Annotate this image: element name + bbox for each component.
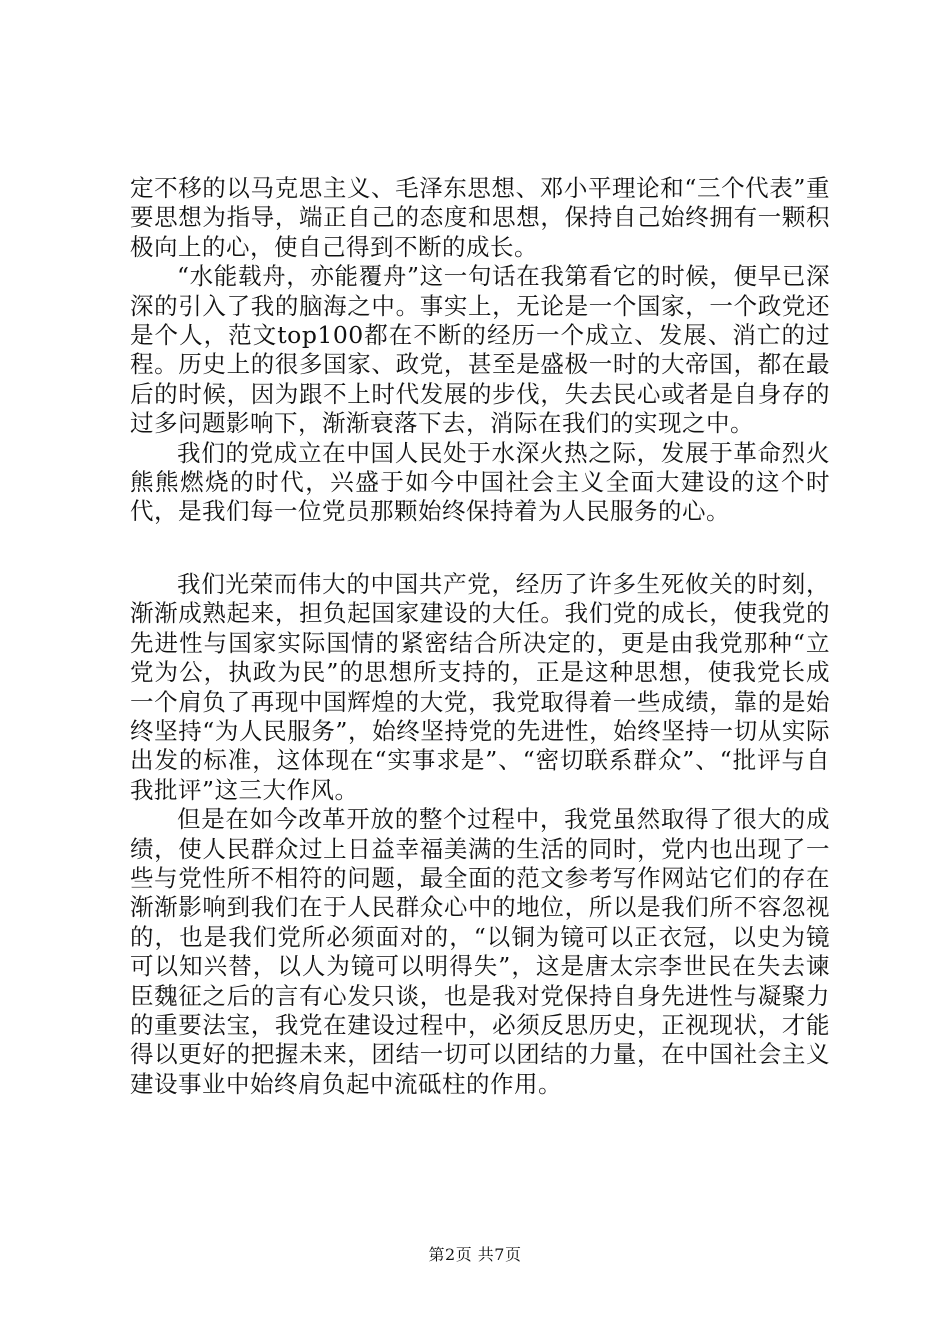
page-footer (0, 1242, 950, 1265)
document-body (130, 174, 830, 1099)
paragraph-2: “水能载舟，亦能覆舟”这一句话在我第看它的时候，便早已深深的引入了我的脑海之中。事实上，无论是一个国家，一个政党还是个人，范文top100都在不断的经历一个成立、发展、消亡的过程。历史上的很多国家、政党，甚至是盛极一时的大帝国，都在最后的时候，因为跟不上时代发展的步伐，失去民心或者是自身存的过多问题影响下，渐渐衰落下去，消际在我们的实现之中。 (130, 262, 830, 438)
paragraph-5: 但是在如今改革开放的整个过程中，我党虽然取得了很大的成绩，使人民群众过上日益幸福美满的生活的同时，党内也出现了一些与党性所不相符的问题，最全面的范文参考写作网站它们的存在渐渐影响到我们在于人民群众心中的地位，所以是我们所不容忽视的，也是我们党所必须面对的，“以铜为镜可以正衣冠，以史为镜可以知兴替，以人为镜可以明得失”，这是唐太宗李世民在失去谏臣魏征之后的言有心发只谈，也是我对党保持自身先进性与凝聚力的重要法宝，我党在建设过程中，必须反思历史，正视现状，才能得以更好的把握未来，团结一切可以团结的力量，在中国社会主义建设事业中始终肩负起中流砥柱的作用。 (130, 805, 830, 1098)
page-number-label: 第2页 共7页 (428, 1245, 522, 1264)
paragraph-1: 定不移的以马克思主义、毛泽东思想、邓小平理论和“三个代表”重要思想为指导，端正自己的态度和思想，保持自己始终拥有一颗积极向上的心，使自己得到不断的成长。 (130, 174, 830, 261)
paragraph-4: 我们光荣而伟大的中国共产党，经历了许多生死攸关的时刻，渐渐成熟起来，担负起国家建设的大任。我们党的成长，使我党的先进性与国家实际国情的紧密结合所决定的，更是由我党那种“立党为公，执政为民”的思想所支持的，正是这种思想，使我党长成一个肩负了再现中国辉煌的大党，我党取得着一些成绩，靠的是始终坚持“为人民服务”，始终坚持党的先进性，始终坚持一切从实际出发的标准，这体现在“实事求是”、“密切联系群众”、“批评与自我批评”这三大作风。 (130, 569, 830, 804)
paragraph-3: 我们的党成立在中国人民处于水深火热之际，发展于革命烈火熊熊燃烧的时代，兴盛于如今中国社会主义全面大建设的这个时代，是我们每一位党员那颗始终保持着为人民服务的心。 (130, 438, 830, 526)
